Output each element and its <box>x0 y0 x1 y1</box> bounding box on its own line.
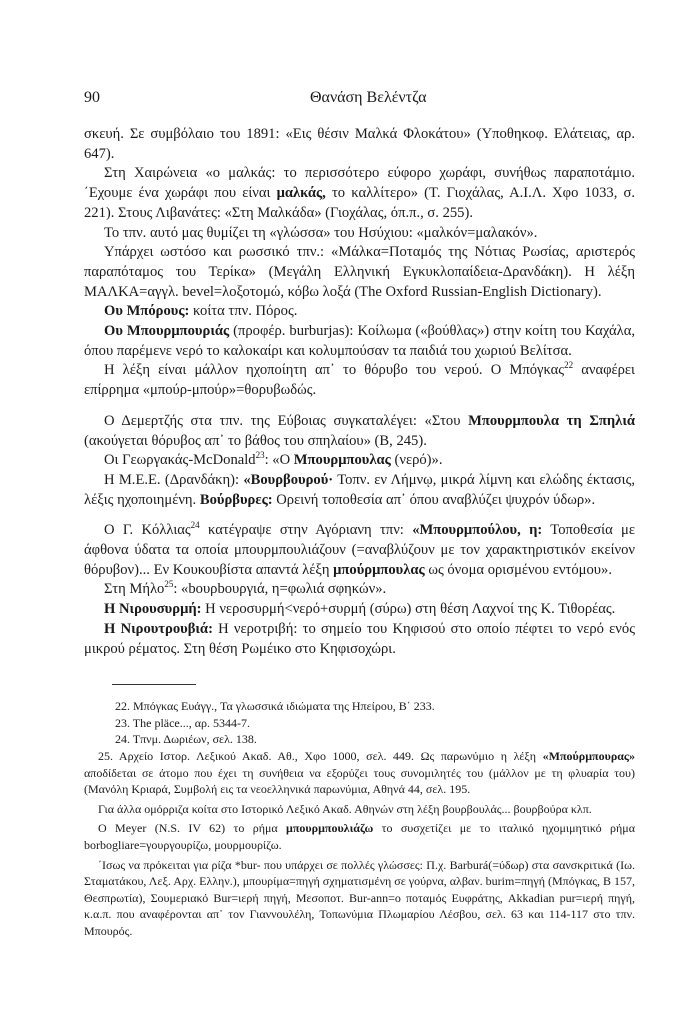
bold-term: μπούρμπουλας <box>333 561 425 578</box>
entry-paragraph: Ου Μπουρμπουριάς (προφέρ. burburjas): Κοίλωμα («βούθλας») στην κοίτη του Καχάλα, όπου παρέμενε νερό το καλοκαίρι και κολυμπούσαν τα παιδιά του χωριού Βελίτσα. <box>84 323 635 359</box>
footnote-marker: 22 <box>564 360 574 371</box>
entry-paragraph: Η Νιρουσυρμή: Η νεροσυρμή<νερό+συρμή (σύρω) στη θέση Λαχνοί της Κ. Τιθορέας. <box>104 601 616 618</box>
footnote-24: 24. Τπνμ. Δωριέων, σελ. 138. <box>115 732 257 747</box>
footnote-divider <box>112 684 196 685</box>
entry-paragraph: Ου Μπόρους: κοίτα τπν. Πόρος. <box>104 303 298 320</box>
bold-term: «Μπούρμπουρας» <box>542 749 635 764</box>
paragraph: Στη Μήλο$^{25}$: «bουρbουργιά, η=φωλιά σφηκών». <box>104 579 387 598</box>
paragraph: Η Μ.Ε.Ε. (Δρανδάκη): «Βουρβουρού· Τοπν. εν Λήμνῳ, μικρά λίμνη και ελώδης έκτασις, λέξις ηχοποιημένη. Βούρβυρες: Ορεινή τοποθεσία απ᾿ όπου αναβλύζει ψυχρόν ύδωρ». <box>84 471 635 508</box>
page-number: 90 <box>84 89 100 106</box>
paragraph: Ο Γ. Κόλλιας$^{24}$ κατέγραψε στην Αγόριανη τπν: «Μπουρμπούλου, η: Τοποθεσία με άφθονα ύδατα τα οποία μπουρμπουλιάζουν (=αναβλύζουν με τον χαρακτηριστικόν εκείνον θόρυβον)... Εν Κουκουβίστα απαντά λέξη μπούρμπουλας ως όνομα ορισμένου εντόμου». <box>84 520 635 578</box>
footnote-25: 25. Αρχείο Ιστορ. Λεξικού Ακαδ. Αθ., Χφο 1000, σελ. 449. Ως παρωνύμιο η λέξη «Μπούρμπουρας» αποδίδεται σε άτομο που έχει τη συνήθεια να εξορύζει τους συνομιλητές του (μάλλον με τη φλυαρία του) (Μανόλη Κριαρά, Συμβολή εις τα νεοελληνικά παρωνύμια, Αθηνά 44, σελ. 195. <box>84 749 635 797</box>
paragraph: σκευή. Σε συμβόλαιο του 1891: «Εις θέσιν Μαλκά Φλοκάτου» (Υποθηκοφ. Ελάτειας, αρ. 647). <box>84 126 635 162</box>
footnote-23: 23. The pläce..., αρ. 5344-7. <box>115 715 251 730</box>
running-title: Θανάση Βελέντζα <box>310 89 427 106</box>
bold-term: Βούρβυρες: <box>199 491 273 508</box>
paragraph: Υπάρχει ωστόσο και ρωσσικό τπν.: «Μάλκα=Ποταμός της Νότιας Ρωσίας, αριστερός παραπόταμος του Τερίκα» (Μεγάλη Ελληνική Εγκυκλοπαίδεια-Δρανδάκη). Η λέξη ΜΑΛΚΑ=αγγλ. bevel=λοξοτομώ, κόβω λοξά (The Oxford Russian-English Dictionary). <box>84 244 635 300</box>
footnote-marker: 23 <box>255 450 265 461</box>
bold-term: Η Νιρουσυρμή: <box>104 601 202 618</box>
paragraph: Η λέξη είναι μάλλον ηχοποίητη απ᾿ το θόρυβο του νερού. Ο Μπόγκας$^{22}$ αναφέρει επίρρημα «μπούρ-μπούρ»=θορυβωδώς. <box>84 360 635 399</box>
bold-term: «Βουρβουρού· <box>243 471 334 488</box>
footnotes <box>84 698 635 939</box>
footnote-marker: 24 <box>190 520 200 531</box>
paragraph: Οι Γεωργακάς-McDonald$^{23}$: «Ο Μπουρμπουλας (νερό)». <box>104 450 443 469</box>
bold-term: Ου Μπόρους: <box>104 303 190 320</box>
footnote-marker: 25 <box>164 579 174 590</box>
footnote-paragraph: ΄Ισως να πρόκειται για ρίζα *bur- που υπάρχει σε πολλές γλώσσες: Π.χ. Barburá(=ύδωρ) στα σανσκριτικά (Ιω. Σταματάκου, Λεξ. Αρχ. Ελλην.), μπουρίμα=πηγή σχηματισμένη σε γούρνα, αλβαν. burim=πηγή (Μπόγκας, Β 157, Θεσπρωτία), Σουμεριακό Bur=ιερή πηγή, Μεσοποτ. Bur-ann=ο ποταμός Ευφράτης, Akkadian pur=ιερή πηγή, κ.α.π. που αναφέρονται απ᾿ τον Γιαννουλέλη, Τοπωνύμια Πλωμαρίου Λέσβου, σελ. 63 και 114-117 στο τπν. Μπουρός. <box>84 857 636 938</box>
bold-term: Η Νιρουτρουβιά: <box>104 620 213 637</box>
bold-term: Ου Μπουρμπουριάς <box>104 323 230 340</box>
main-text <box>84 125 635 659</box>
footnote-22: 22. Μπόγκας Ευάγγ., Τα γλωσσικά ιδιώματα της Ηπείρου, Β΄ 233. <box>115 699 435 714</box>
bold-term: Μπουρμπουλα τη Σπηλιά <box>468 412 635 429</box>
paragraph: Το τπν. αυτό μας θυμίζει τη «γλώσσα» του Ησύχιου: «μαλκόν=μαλακόν». <box>104 224 538 241</box>
entry-paragraph: Η Νιρουτρουβιά: Η νεροτριβή: το σημείο του Κηφισού στο οποίο πέφτει το νερό ενός μικρού ρέματος. Στη θέση Ρωμέικο στο Κηφισοχώρι. <box>84 620 635 657</box>
paragraph: Στη Χαιρώνεια «ο μαλκάς: το περισσότερο εύφορο χωράφι, συνήθως παραποτάμιο. ΄Εχουμε ένα χωράφι που είναι μαλκάς, το καλλίτερο» (Τ. Γιοχάλας, Α.Ι.Λ. Χφο 1033, σ. 221). Στους Λιβανάτες: «Στη Μαλκάδα» (Γιοχάλας, όπ.π., σ. 255). <box>84 165 635 221</box>
running-header <box>84 88 635 108</box>
bold-term: μαλκάς, <box>276 185 326 202</box>
paragraph: Ο Δεμερτζής στα τπν. της Εύβοιας συγκαταλέγει: «Στου Μπουρμπουλα τη Σπηλιά (ακούγεται θόρυβος απ᾿ το βάθος του σπηλαίου» (Β, 245). <box>84 412 635 449</box>
bold-term: μπουρμπουλιάζω <box>286 821 374 836</box>
footnote-paragraph: Για άλλα ομόρριζα κοίτα στο Ιστορικό Λεξικό Ακαδ. Αθηνών στη λέξη βουρβουλάς... βουρβούρα κλπ. <box>98 801 592 816</box>
bold-term: «Μπουρμπούλου, η: <box>412 522 543 539</box>
bold-term: Μπουρμπουλας <box>293 452 391 469</box>
footnote-paragraph: Ο Meyer (N.S. IV 62) το ρήμα μπουρμπουλιάζω το συσχετίζει με το ιταλικό ηχομιμητικό ρήμα borbogliare=γουργουρίζω, μουρμουρίζω. <box>84 821 635 853</box>
